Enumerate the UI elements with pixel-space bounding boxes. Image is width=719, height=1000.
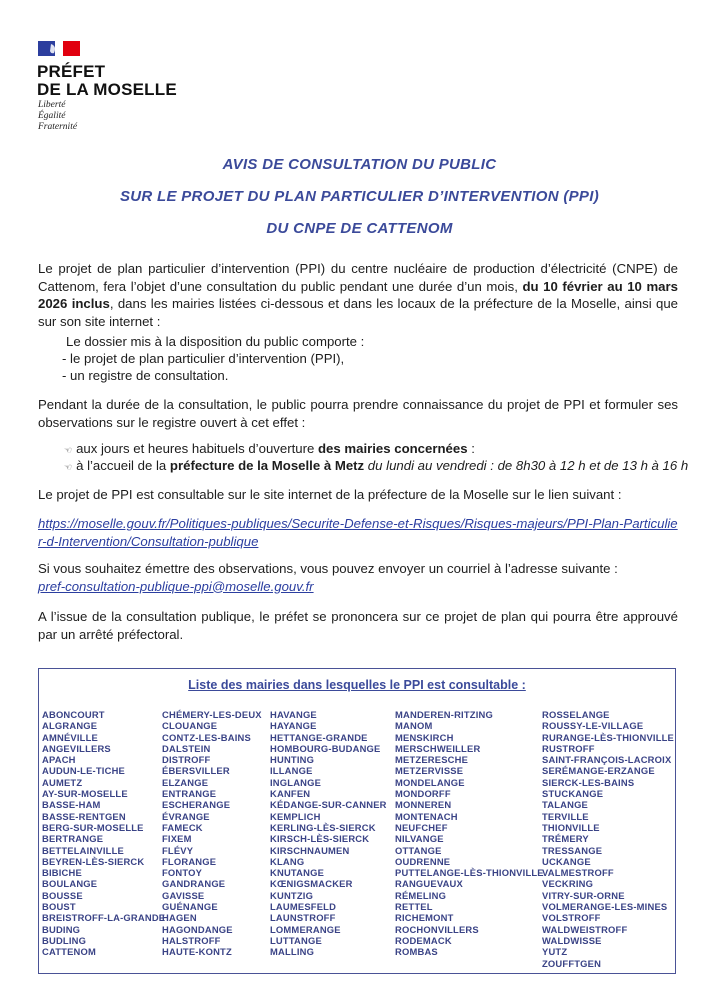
org-line-1: PRÉFET [37, 62, 106, 81]
title-line-3: DU CNPE DE CATTENOM [266, 220, 453, 237]
mairies-list-heading: Liste des mairies dans lesquelles le PPI est consultable : [188, 678, 526, 692]
mairie-item: BOUSSE [42, 889, 83, 901]
bullet-hours: du lundi au vendredi : de 8h30 à 12 h et de 13 h à 16 h [364, 458, 689, 473]
mairie-item: ABONCOURT [42, 709, 105, 720]
site-link-wrap [38, 515, 678, 550]
mairie-item: BEYREN-LÈS-SIERCK [42, 855, 145, 867]
dossier-item: - le projet de plan particulier d’intervention (PPI), [62, 351, 345, 366]
mairie-item: FONTOY [162, 867, 203, 879]
email-text: Si vous souhaitez émettre des observations, vous pouvez envoyer un courriel à l’adresse suivante : [38, 561, 618, 576]
mairie-item: FIXEM [162, 833, 192, 845]
mairie-item: HAVANGE [270, 709, 317, 720]
mairie-item: KERLING-LÈS-SIERCK [270, 821, 376, 833]
mairies-column [542, 709, 674, 969]
dossier-heading: Le dossier mis à la disposition du public comporte : [66, 334, 365, 349]
pointing-hand-icon: ☜ [64, 445, 73, 455]
mairie-item: NILVANGE [395, 833, 444, 845]
mairie-item: MONNEREN [395, 799, 452, 811]
mairie-item: KIRSCH-LÈS-SIERCK [270, 833, 370, 845]
mairie-item: RETTEL [395, 901, 433, 913]
mairie-item: HALSTROFF [162, 934, 221, 946]
mairie-item: VOLSTROFF [542, 912, 601, 924]
mairie-item: KNUTANGE [270, 867, 325, 879]
mairie-item: MANDEREN-RITZING [395, 709, 493, 720]
mairie-item: BETTELAINVILLE [42, 844, 124, 856]
site-paragraph: Le projet de PPI est consultable sur le site internet de la préfecture de la Moselle sur le lien suivant : [38, 487, 622, 502]
bullet-text: à l’accueil de la [76, 458, 170, 473]
mairie-item: BERG-SUR-MOSELLE [42, 821, 144, 833]
mairie-item: VALMESTROFF [542, 867, 614, 879]
mairies-column [270, 709, 387, 958]
mairie-item: CLOUANGE [162, 720, 218, 732]
mairie-item: BUDING [42, 923, 81, 935]
mairie-item: TRESSANGE [542, 844, 603, 856]
mairies-list-box [38, 668, 676, 974]
mairie-item: KLANG [270, 855, 305, 867]
mairie-item: AY-SUR-MOSELLE [42, 788, 128, 800]
mairie-item: CONTZ-LES-BAINS [162, 731, 251, 743]
mairie-item: RICHEMONT [395, 912, 454, 924]
intro-text-end: , dans les mairies listées ci-dessous et dans les locaux de la préfecture de la Moselle, ainsi que sur son site internet : [38, 296, 678, 329]
motto-liberte: Liberté [38, 100, 66, 110]
bullet-text: aux jours et heures habituels d’ouverture [76, 441, 318, 456]
mairie-item: THIONVILLE [542, 821, 600, 833]
motto-egalite: Égalité [38, 111, 66, 121]
mairie-item: ALGRANGE [42, 720, 98, 732]
mairie-item: LAUNSTROFF [270, 912, 336, 924]
mairie-item: AMNÉVILLE [42, 731, 98, 743]
mairie-item: MONTENACH [395, 810, 458, 822]
mairie-item: BREISTROFF-LA-GRANDE [42, 912, 166, 924]
mairie-item: BERTRANGE [42, 833, 104, 845]
mairie-item: CATTENOM [42, 946, 97, 958]
mairie-item: FLÉVY [162, 844, 194, 856]
mairie-item: ZOUFFTGEN [542, 957, 602, 969]
mairie-item: HETTANGE-GRANDE [270, 731, 368, 743]
mairie-item: WALDWEISTROFF [542, 923, 628, 935]
mairie-item: GUÉNANGE [162, 901, 218, 913]
republic-motto [38, 100, 77, 133]
mairie-item: MENSKIRCH [395, 731, 454, 743]
mairie-item: MONDORFF [395, 788, 451, 800]
mairie-item: TALANGE [542, 799, 589, 811]
mairie-item: WALDWISSE [542, 934, 602, 946]
mairie-item: ROCHONVILLERS [395, 923, 479, 935]
mairie-item: RÉMELING [395, 889, 447, 901]
mairie-item: MERSCHWEILLER [395, 742, 481, 754]
pointing-hand-icon: ☜ [64, 462, 73, 472]
mairie-item: APACH [42, 754, 76, 766]
consultation-dates: du 10 février au 10 mars 2026 inclus [38, 278, 678, 311]
bullet-text: : [467, 441, 475, 456]
mairies-column [395, 709, 544, 958]
mairie-item: GANDRANGE [162, 878, 226, 890]
mairie-item: KANFEN [270, 788, 311, 800]
mairie-item: ÉBERSVILLER [162, 765, 230, 777]
mairie-item: DISTROFF [162, 754, 211, 766]
mairie-item: SAINT-FRANÇOIS-LACROIX [542, 754, 672, 766]
mairie-item: BASSE-RENTGEN [42, 810, 126, 822]
mairie-item: BIBICHE [42, 867, 82, 879]
mairie-item: ROMBAS [395, 946, 438, 958]
mairie-item: HOMBOURG-BUDANGE [270, 742, 381, 754]
mairie-item: SIERCK-LES-BAINS [542, 776, 635, 788]
marianne-logo-flag [38, 41, 80, 56]
prefecture-logo-text [37, 63, 177, 99]
mairie-item: DALSTEIN [162, 742, 211, 754]
mairie-item: ELZANGE [162, 776, 209, 788]
mairie-item: NEUFCHEF [395, 821, 448, 833]
mairie-item: BOULANGE [42, 878, 98, 890]
dossier-item: - un registre de consultation. [62, 368, 229, 383]
mairie-item: OTTANGE [395, 844, 442, 856]
prefecture-site-link[interactable]: https://moselle.gouv.fr/Politiques-publiques/Securite-Defense-et-Risques/Risques-majeurs/PPI-Plan-Particulier-d-Intervention/Consultation-publique [38, 516, 678, 549]
mairie-item: ANGEVILLERS [42, 742, 111, 754]
mairie-item: RURANGE-LÈS-THIONVILLE [542, 731, 675, 743]
mairie-item: MANOM [395, 720, 433, 732]
mairies-column [42, 709, 165, 958]
mairie-item: VECKRING [542, 878, 594, 890]
mairie-item: GAVISSE [162, 889, 205, 901]
mairie-item: BOUST [42, 901, 76, 913]
mairie-item: PUTTELANGE-LÈS-THIONVILLE [395, 867, 544, 879]
mairie-item: MALLING [270, 946, 315, 958]
mairie-item: KUNTZIG [270, 889, 314, 901]
title-line-2: SUR LE PROJET DU PLAN PARTICULIER D’INTERVENTION (PPI) [119, 188, 599, 205]
mairie-item: ROUSSY-LE-VILLAGE [542, 720, 644, 732]
mairie-item: METZERESCHE [395, 754, 469, 766]
mairie-item: ÉVRANGE [162, 810, 210, 822]
mairie-item: LAUMESFELD [270, 901, 337, 913]
mairie-item: MONDELANGE [395, 776, 465, 788]
mairie-item: SERÉMANGE-ERZANGE [542, 765, 655, 777]
mairie-item: STUCKANGE [542, 788, 604, 800]
mairie-item: RUSTROFF [542, 742, 595, 754]
intro-text: Le projet de plan particulier d’intervention (PPI) du centre nucléaire de production d’électricité (CNPE) de Cattenom, fera l’objet d’une consultation du public pendant une durée d’un mois, [38, 261, 678, 294]
mairie-item: ILLANGE [270, 765, 313, 777]
mairie-item: ESCHERANGE [162, 799, 231, 811]
motto-fraternite: Fraternité [38, 122, 78, 132]
mairie-item: HAUTE-KONTZ [162, 946, 232, 958]
bullet-bold: préfecture de la Moselle à Metz [169, 458, 365, 473]
bullet-item [64, 457, 688, 477]
mairies-column [162, 709, 262, 958]
consultation-paragraph: Pendant la durée de la consultation, le public pourra prendre connaissance du projet de PPI et formuler ses observations sur le registre ouvert à cet effet : [38, 397, 678, 430]
conclusion-paragraph: A l’issue de la consultation publique, le préfet se prononcera sur ce projet de plan qui pourra être approuvé par un arrêté préfectoral. [38, 609, 678, 642]
mairie-item: AUMETZ [42, 776, 83, 788]
mairie-item: OUDRENNE [395, 855, 451, 867]
mairie-item: ROSSELANGE [542, 709, 610, 720]
org-line-2: DE LA MOSELLE [37, 80, 177, 99]
mairie-item: HAGONDANGE [162, 923, 233, 935]
email-paragraph [38, 560, 678, 595]
mairie-item: FAMECK [162, 821, 203, 833]
mairie-item: INGLANGE [270, 776, 322, 788]
mairie-item: RODEMACK [395, 934, 452, 946]
mairie-item: KŒNIGSMACKER [270, 878, 353, 890]
email-link[interactable]: pref-consultation-publique-ppi@moselle.gouv.fr [38, 578, 314, 594]
mairie-item: LUTTANGE [270, 934, 322, 946]
bullet-bold: des mairies concernées [318, 441, 468, 456]
mairie-item: UCKANGE [542, 855, 591, 867]
mairie-item: YUTZ [542, 946, 568, 958]
mairie-item: HAGEN [162, 912, 197, 924]
mairie-item: KÉDANGE-SUR-CANNER [270, 799, 387, 811]
mairie-item: BUDLING [42, 934, 87, 946]
mairie-item: AUDUN-LE-TICHE [42, 765, 126, 777]
mairie-item: FLORANGE [162, 855, 217, 867]
mairie-item: ENTRANGE [162, 788, 217, 800]
mairie-item: TRÉMERY [542, 833, 589, 845]
mairie-item: RANGUEVAUX [395, 878, 463, 890]
mairie-item: CHÉMERY-LES-DEUX [162, 709, 262, 720]
mairie-item: KEMPLICH [270, 810, 321, 822]
intro-paragraph [38, 260, 678, 330]
mairie-item: HAYANGE [270, 720, 317, 732]
mairie-item: VITRY-SUR-ORNE [542, 889, 625, 901]
mairie-item: TERVILLE [542, 810, 589, 822]
mairie-item: METZERVISSE [395, 765, 464, 777]
title-line-1: AVIS DE CONSULTATION DU PUBLIC [222, 156, 497, 173]
mairie-item: VOLMERANGE-LES-MINES [542, 901, 668, 913]
mairie-item: BASSE-HAM [42, 799, 101, 811]
mairie-item: KIRSCHNAUMEN [270, 844, 350, 856]
mairie-item: HUNTING [270, 754, 315, 766]
mairie-item: LOMMERANGE [270, 923, 341, 935]
